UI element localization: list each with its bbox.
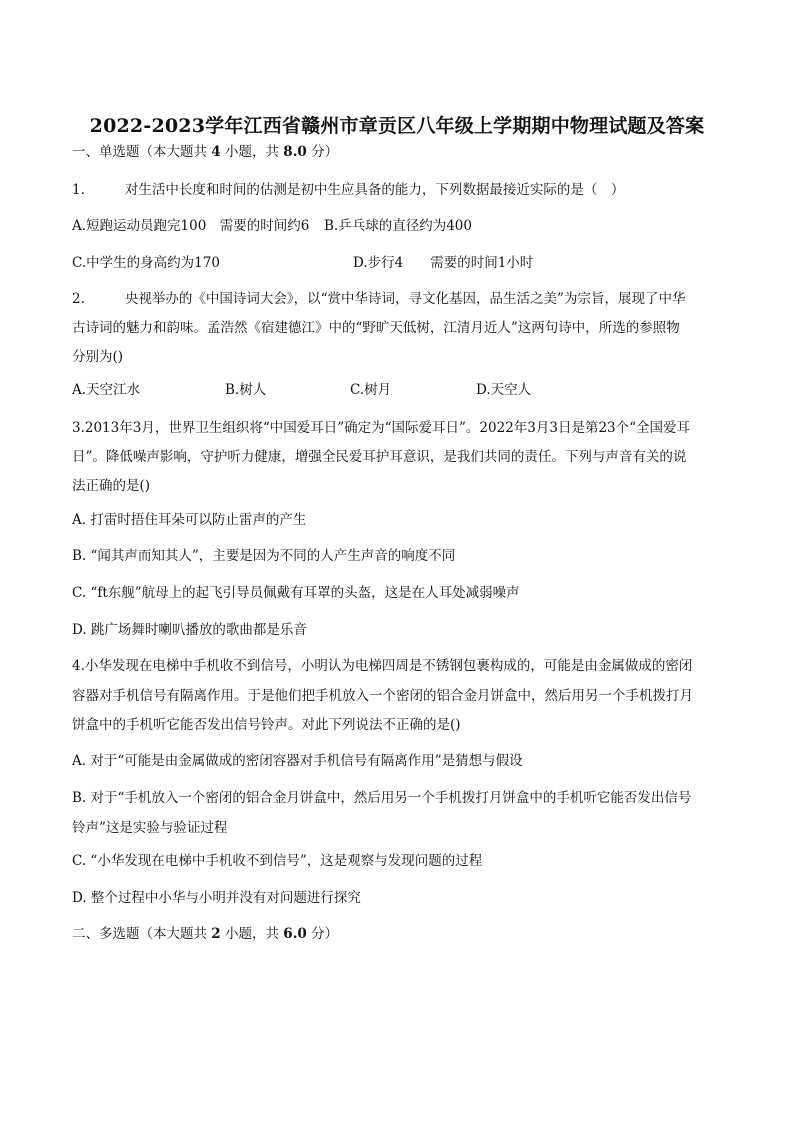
question-text: 对生活中长度和时间的估测是初中生应具备的能力，下列数据最接近实际的是（ ） — [124, 182, 625, 198]
option-d: D.天空人 — [476, 382, 532, 398]
section-score: 8.0 — [283, 144, 307, 160]
question-number: 2. — [72, 291, 85, 307]
question-4-stem-line-1: 4.小华发现在电梯中手机收不到信号，小明认为电梯四周是不锈钢包裹构成的，可能是由金属做成的密闭 — [72, 658, 693, 674]
option-c: C.树月 — [350, 382, 392, 398]
section-count: 4 — [211, 144, 221, 160]
question-2-options — [72, 380, 732, 400]
question-3-option-d: D. 跳广场舞时喇叭播放的歌曲都是乐音 — [72, 622, 307, 638]
question-number: 1. — [72, 182, 85, 198]
question-3-stem-line-1: 3.2013年3月，世界卫生组织将“中国爱耳日”确定为“国际爱耳日”。2022年3月3日是第23个“全国爱耳 — [72, 420, 691, 436]
question-4-option-d: D. 整个过程中小华与小明并没有对问题进行探究 — [72, 890, 361, 906]
question-text: 央视举办的《中国诗词大会》，以“赏中华诗词，寻文化基因，品生活之美”为宗旨，展现了中华 — [124, 291, 686, 307]
question-3-option-a: A. 打雷时捂住耳朵可以防止雷声的产生 — [72, 512, 307, 528]
section-suffix: 分） — [306, 926, 339, 942]
section-mid: 小题，共 — [220, 144, 284, 160]
option-d: D.步行4 需要的时间1小时 — [353, 255, 534, 271]
option-c: C.中学生的身高约为170 — [72, 255, 220, 271]
question-4-option-b-line-1: B. 对于“手机放入一个密闭的铝合金月饼盒中，然后用另一个手机拨打月饼盒中的手机听它能否发出信号 — [72, 790, 692, 806]
section-heading-single-choice — [72, 142, 338, 162]
question-4-option-b-line-2: 铃声”这是实验与验证过程 — [72, 820, 228, 836]
question-4-stem-line-3: 饼盒中的手机听它能否发出信号铃声。对此下列说法不正确的是() — [72, 717, 461, 733]
option-a: A.天空江水 — [72, 382, 141, 398]
page-title: 2022-2023学年江西省赣州市章贡区八年级上学期期中物理试题及答案 — [89, 115, 705, 137]
question-2-stem-line-2: 古诗词的魅力和韵味。孟浩然《宿建德江》中的“野旷天低树，江清月近人”这两句诗中，所选的参照物 — [72, 320, 680, 336]
question-4-option-a: A. 对于“可能是由金属做成的密闭容器对手机信号有隔离作用”是猜想与假设 — [72, 753, 523, 769]
question-3-option-b: B. “闻其声而知其人”，主要是因为不同的人产生声音的响度不同 — [72, 548, 456, 564]
section-mid: 小题，共 — [220, 926, 284, 942]
option-a: A.短跑运动员跑完100 需要的时间约6 — [72, 218, 310, 234]
question-2-stem-line-1 — [72, 289, 685, 309]
question-2-stem-line-3: 分别为() — [72, 349, 124, 365]
option-b: B.乒乓球的直径约为400 — [324, 218, 472, 234]
section-score: 6.0 — [283, 926, 307, 942]
question-4-option-c: C. “小华发现在电梯中手机收不到信号”，这是观察与发现问题的过程 — [72, 853, 483, 869]
section-prefix: 二、多选题（本大题共 — [72, 926, 212, 942]
question-3-stem-line-3: 法正确的是() — [72, 478, 151, 494]
section-suffix: 分） — [306, 144, 339, 160]
section-count: 2 — [211, 926, 221, 942]
question-3-stem-line-2: 日”。降低噪声影响，守护听力健康，增强全民爱耳护耳意识，是我们共同的责任。下列与声音有关的说 — [72, 449, 687, 465]
section-heading-multiple-choice — [72, 924, 338, 944]
question-1-options-row-2 — [72, 253, 732, 273]
question-3-option-c: C. “ft东舰”航母上的起飞引导员佩戴有耳罩的头盔，这是在人耳处减弱噪声 — [72, 585, 520, 601]
question-4-stem-line-2: 容器对手机信号有隔离作用。于是他们把手机放入一个密闭的铝合金月饼盒中，然后用另一个手机拨打月 — [72, 688, 693, 704]
question-1-options-row-1 — [72, 216, 732, 236]
section-prefix: 一、单选题（本大题共 — [72, 144, 212, 160]
option-b: B.树人 — [225, 382, 267, 398]
question-1-stem — [72, 180, 624, 200]
